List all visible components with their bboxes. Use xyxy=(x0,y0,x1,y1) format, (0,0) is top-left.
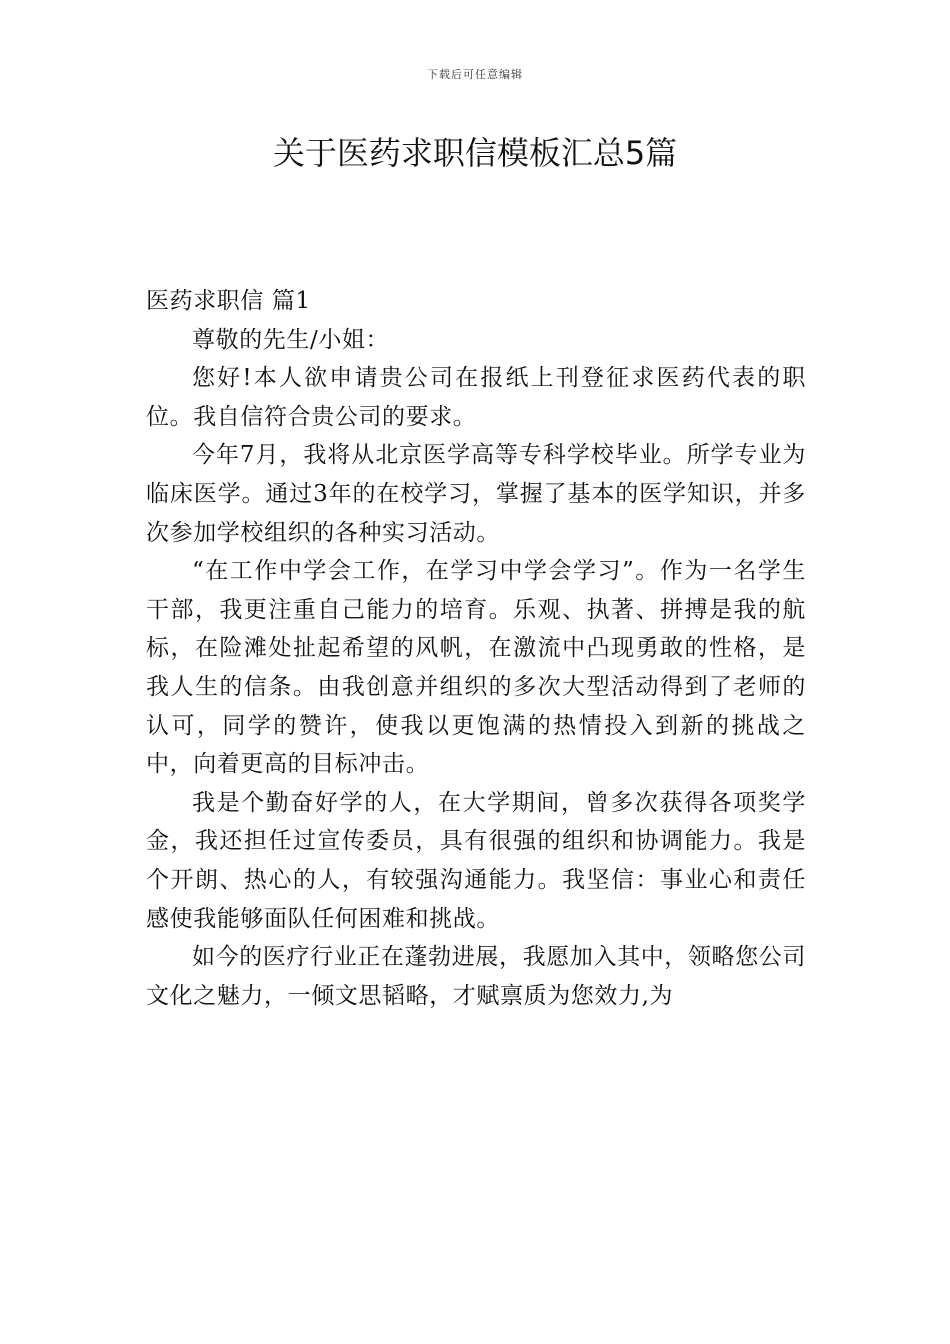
header-note: 下载后可任意编辑 xyxy=(427,68,523,81)
section-heading: 医药求职信 篇1 xyxy=(146,288,311,314)
paragraph-closing: 如今的医疗行业正在蓬勃进展，我愿加入其中，领略您公司文化之魅力，一倾文思韬略，才赋禀质为您效力,为 xyxy=(146,944,806,1009)
paragraph-education: 今年7月，我将从北京医学高等专科学校毕业。所学专业为临床医学。通过3年的在校学习，掌握了基本的医学知识，并多次参加学校组织的各种实习活动。 xyxy=(146,442,806,546)
document-title: 关于医药求职信模板汇总5篇 xyxy=(272,134,678,172)
salutation: 尊敬的先生/小姐： xyxy=(192,326,390,353)
paragraph-leadership: “在工作中学会工作，在学习中学会学习”。作为一名学生干部，我更注重自己能力的培育。乐观、执著、拼搏是我的航标，在险滩处扯起希望的风帆，在激流中凸现勇敢的性格，是我人生的信条。由我创意并组织的多次大型活动得到了老师的认可，同学的赞许，使我以更饱满的热情投入到新的挑战之中，向着更高的目标冲击。 xyxy=(146,558,806,778)
paragraph-intro: 您好!本人欲申请贵公司在报纸上刊登征求医药代表的职位。我自信符合贵公司的要求。 xyxy=(146,365,806,430)
letter-body xyxy=(146,282,806,1015)
paragraph-personality: 我是个勤奋好学的人，在大学期间，曾多次获得各项奖学金，我还担任过宣传委员，具有很强的组织和协调能力。我是个开朗、热心的人，有较强沟通能力。我坚信：事业心和责任感使我能够面队任何困难和挑战。 xyxy=(146,789,806,932)
